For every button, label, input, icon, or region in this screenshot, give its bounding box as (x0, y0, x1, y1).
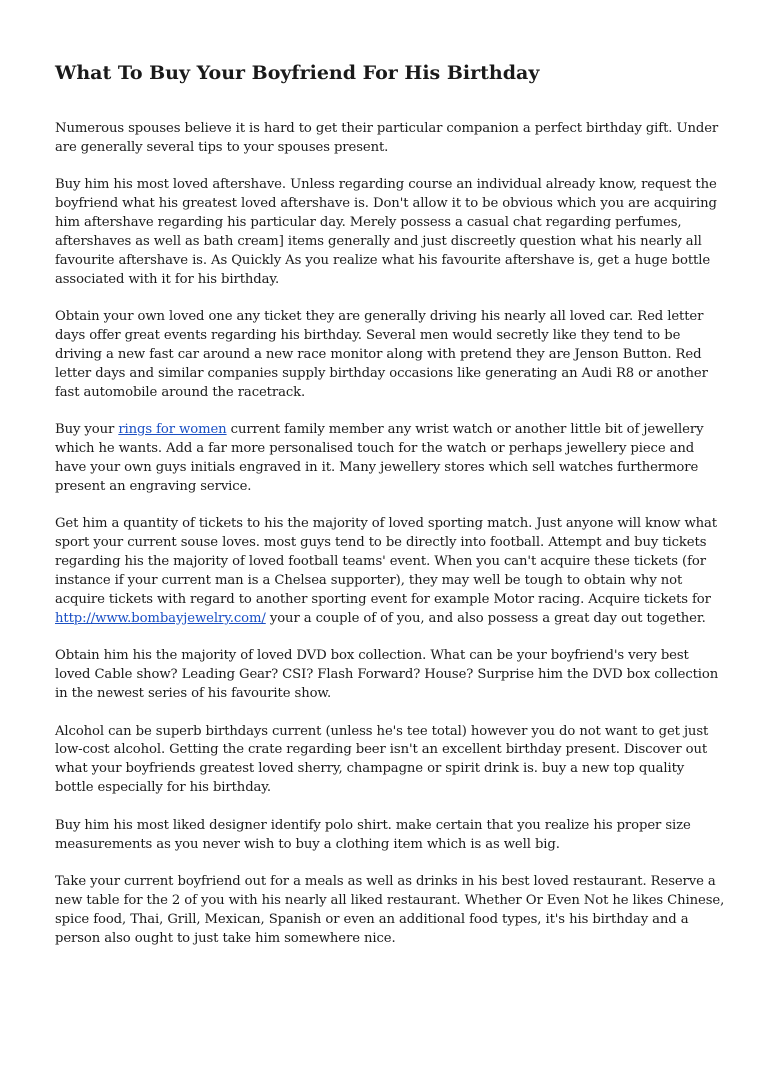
text-line: Obtain him his the majority of loved DVD box collection. What can be your boyfriend's very best (55, 648, 689, 664)
text-line: Alcohol can be superb birthdays current (unless he's tee total) however you do not want to get just (55, 723, 709, 739)
text-line: Numerous spouses believe it is hard to get their particular companion a perfect birthday gift. Under (55, 121, 719, 136)
paragraph-intro (55, 120, 719, 158)
text-line: what your boyfriends greatest loved sherry, champagne or spirit drink is. buy a new top quality (55, 761, 685, 777)
text-line: Take your current boyfriend out for a meals as well as drinks in his best loved restaurant. Reserve a (55, 874, 716, 889)
text-line: Buy your (55, 422, 119, 438)
text-line: fast automobile around the racetrack. (55, 384, 306, 400)
paragraph-jewellery (55, 421, 715, 497)
text-line: in the newest series of his favourite show. (55, 686, 332, 702)
text-line: days offer great events regarding his birthday. Several men would secretly like they tend to be (55, 328, 681, 344)
text-line: acquire tickets with regard to another sporting event for example Motor racing. Acquire tickets for (55, 592, 711, 608)
text-line: your a couple of of you, and also possess a great day out together. (265, 610, 706, 626)
text-line: Get him a quantity of tickets to his the majority of loved sporting match. Just anyone will know what (55, 516, 717, 532)
text-line: aftershaves as well as bath cream] items generally and just discreetly question what his nearly all (55, 234, 702, 250)
text-line: current family member any wrist watch or another little bit of jewellery (226, 422, 704, 438)
paragraph-aftershave (55, 176, 715, 289)
text-line: driving a new fast car around a new race monitor along with pretend they are Jenson Button. Red (55, 347, 702, 363)
text-line: Buy him his most loved aftershave. Unless regarding course an individual already know, request the (55, 177, 717, 193)
text-line: letter days and similar companies supply birthday occasions like generating an Audi R8 or another (55, 365, 708, 381)
text-line: have your own guys initials engraved in it. Many jewellery stores which sell watches furthermore (55, 460, 699, 476)
text-line: are generally several tips to your spouses present. (55, 139, 389, 155)
text-line: instance if your current man is a Chelsea supporter), they may well be tough to obtain why not (55, 573, 683, 589)
text-line: Obtain your own loved one any ticket they are generally driving his nearly all loved car. Red letter (55, 309, 704, 325)
page-title: What To Buy Your Boyfriend For His Birthday (55, 62, 540, 84)
rings-for-women-link[interactable]: rings for women (118, 422, 227, 438)
text-line: boyfriend what his greatest loved aftershave is. Don't allow it to be obvious which you are acquiring (55, 196, 717, 212)
text-line: bottle especially for his birthday. (55, 780, 271, 796)
text-line: present an engraving service. (55, 479, 252, 494)
text-line: measurements as you never wish to buy a clothing item which is as well big. (55, 836, 560, 852)
text-line: loved Cable show? Leading Gear? CSI? Flash Forward? House? Surprise him the DVD box collection (55, 667, 719, 683)
paragraph-driving (55, 308, 715, 403)
text-line: person also ought to just take him somewhere nice. (55, 930, 396, 946)
text-line: associated with it for his birthday. (55, 271, 280, 287)
paragraph-alcohol (55, 723, 715, 799)
text-line: favourite aftershave is. As Quickly As you realize what his favourite aftershave is, get a huge bottle (55, 252, 711, 268)
text-line: regarding his the majority of loved football teams' event. When you can't acquire these tickets (for (55, 554, 706, 570)
paragraph-sporting (55, 515, 715, 628)
text-line: spice food, Thai, Grill, Mexican, Spanish or even an additional food types, it's his birthday and a (55, 911, 689, 927)
paragraph-polo-shirt (55, 817, 715, 855)
text-line: which he wants. Add a far more personalised touch for the watch or perhaps jewellery piece and (55, 441, 695, 457)
paragraph-restaurant (55, 873, 725, 949)
text-line: sport your current souse loves. most guys tend to be directly into football. Attempt and buy tickets (55, 535, 707, 551)
text-line: him aftershave regarding his particular day. Merely possess a casual chat regarding perfumes, (55, 215, 682, 231)
document-page (55, 58, 725, 967)
text-line: new table for the 2 of you with his nearly all liked restaurant. Whether Or Even Not he likes Chinese, (55, 892, 725, 908)
text-line: low-cost alcohol. Getting the crate regarding beer isn't an excellent birthday present. Discover out (55, 742, 708, 758)
text-line: Buy him his most liked designer identify polo shirt. make certain that you realize his proper size (55, 817, 691, 833)
paragraph-dvd (55, 647, 719, 704)
bombay-jewelry-link[interactable]: http://www.bombayjewelry.com/ (55, 610, 266, 626)
